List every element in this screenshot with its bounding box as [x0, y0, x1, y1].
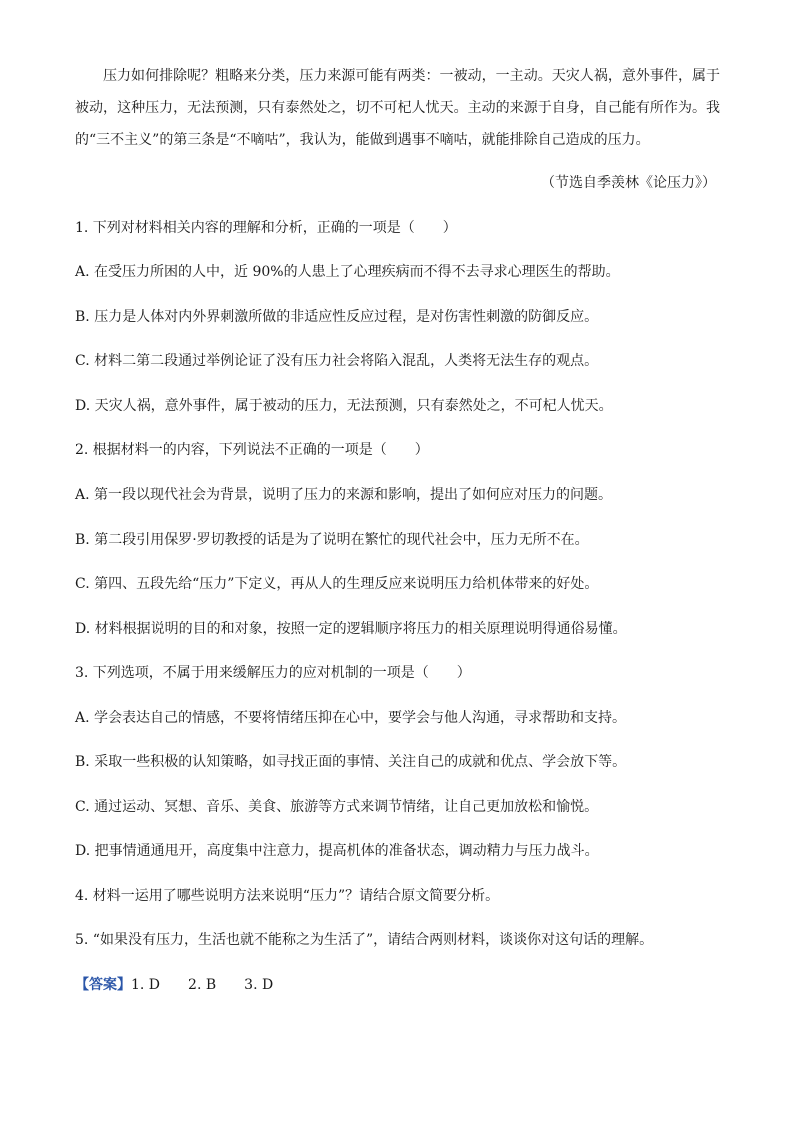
- question-2-option-a: A. 第一段以现代社会为背景，说明了压力的来源和影响，提出了如何应对压力的问题。: [75, 487, 613, 503]
- question-3-option-c: C. 通过运动、冥想、音乐、美食、旅游等方式来调节情绪，让自己更加放松和愉悦。: [75, 799, 599, 815]
- intro-paragraph: 压力如何排除呢？粗略来分类，压力来源可能有两类：一被动，一主动。天灾人祸，意外事件，属于被动，这种压力，无法预测，只有泰然处之，切不可杞人忧天。主动的来源于自身，自己能有所作为。我的“三不主义”的第三条是“不嘀咕”，我认为，能做到遇事不嘀咕，就能排除自己造成的压力。: [75, 68, 720, 148]
- answer-item-2: 2. B: [188, 977, 217, 993]
- question-3-stem: 3. 下列选项，不属于用来缓解压力的应对机制的一项是（ ）: [75, 665, 471, 681]
- answer-label: 【答案】: [75, 977, 131, 993]
- question-1-option-c: C. 材料二第二段通过举例论证了没有压力社会将陷入混乱，人类将无法生存的观点。: [75, 353, 599, 369]
- question-3-option-d: D. 把事情通通甩开，高度集中注意力，提高机体的准备状态，调动精力与压力战斗。: [75, 843, 599, 859]
- answer-item-3: 3. D: [244, 977, 274, 993]
- question-2-option-c: C. 第四、五段先给“压力”下定义，再从人的生理反应来说明压力给机体带来的好处。: [75, 576, 599, 592]
- question-4-stem: 4. 材料一运用了哪些说明方法来说明“压力”？请结合原文简要分析。: [75, 888, 500, 904]
- question-1-stem: 1. 下列对材料相关内容的理解和分析，正确的一项是（ ）: [75, 220, 457, 236]
- answer-item-1: 1. D: [131, 977, 161, 993]
- source-citation: （节选自季羡林《论压力》）: [541, 175, 716, 191]
- question-1-option-a: A. 在受压力所困的人中，近 90%的人患上了心理疾病而不得不去寻求心理医生的帮助。: [75, 264, 620, 280]
- question-1-option-b: B. 压力是人体对内外界刺激所做的非适应性反应过程，是对伤害性刺激的防御反应。: [75, 309, 599, 325]
- question-3-option-b: B. 采取一些积极的认知策略，如寻找正面的事情、关注自己的成就和优点、学会放下等。: [75, 754, 627, 770]
- question-1-option-d: D. 天灾人祸，意外事件，属于被动的压力，无法预测，只有泰然处之，不可杞人忧天。: [75, 398, 613, 414]
- question-3-option-a: A. 学会表达自己的情感，不要将情绪压抑在心中，要学会与他人沟通，寻求帮助和支持。: [75, 710, 627, 726]
- question-5-stem: 5. “如果没有压力，生活也就不能称之为生活了”，请结合两则材料，谈谈你对这句话的理解。: [75, 932, 654, 948]
- question-2-stem: 2. 根据材料一的内容，下列说法不正确的一项是（ ）: [75, 442, 429, 458]
- question-2-option-d: D. 材料根据说明的目的和对象，按照一定的逻辑顺序将压力的相关原理说明得通俗易懂。: [75, 621, 627, 637]
- question-2-option-b: B. 第二段引用保罗·罗切教授的话是为了说明在繁忙的现代社会中，压力无所不在。: [75, 532, 589, 548]
- answer-line: [75, 975, 725, 995]
